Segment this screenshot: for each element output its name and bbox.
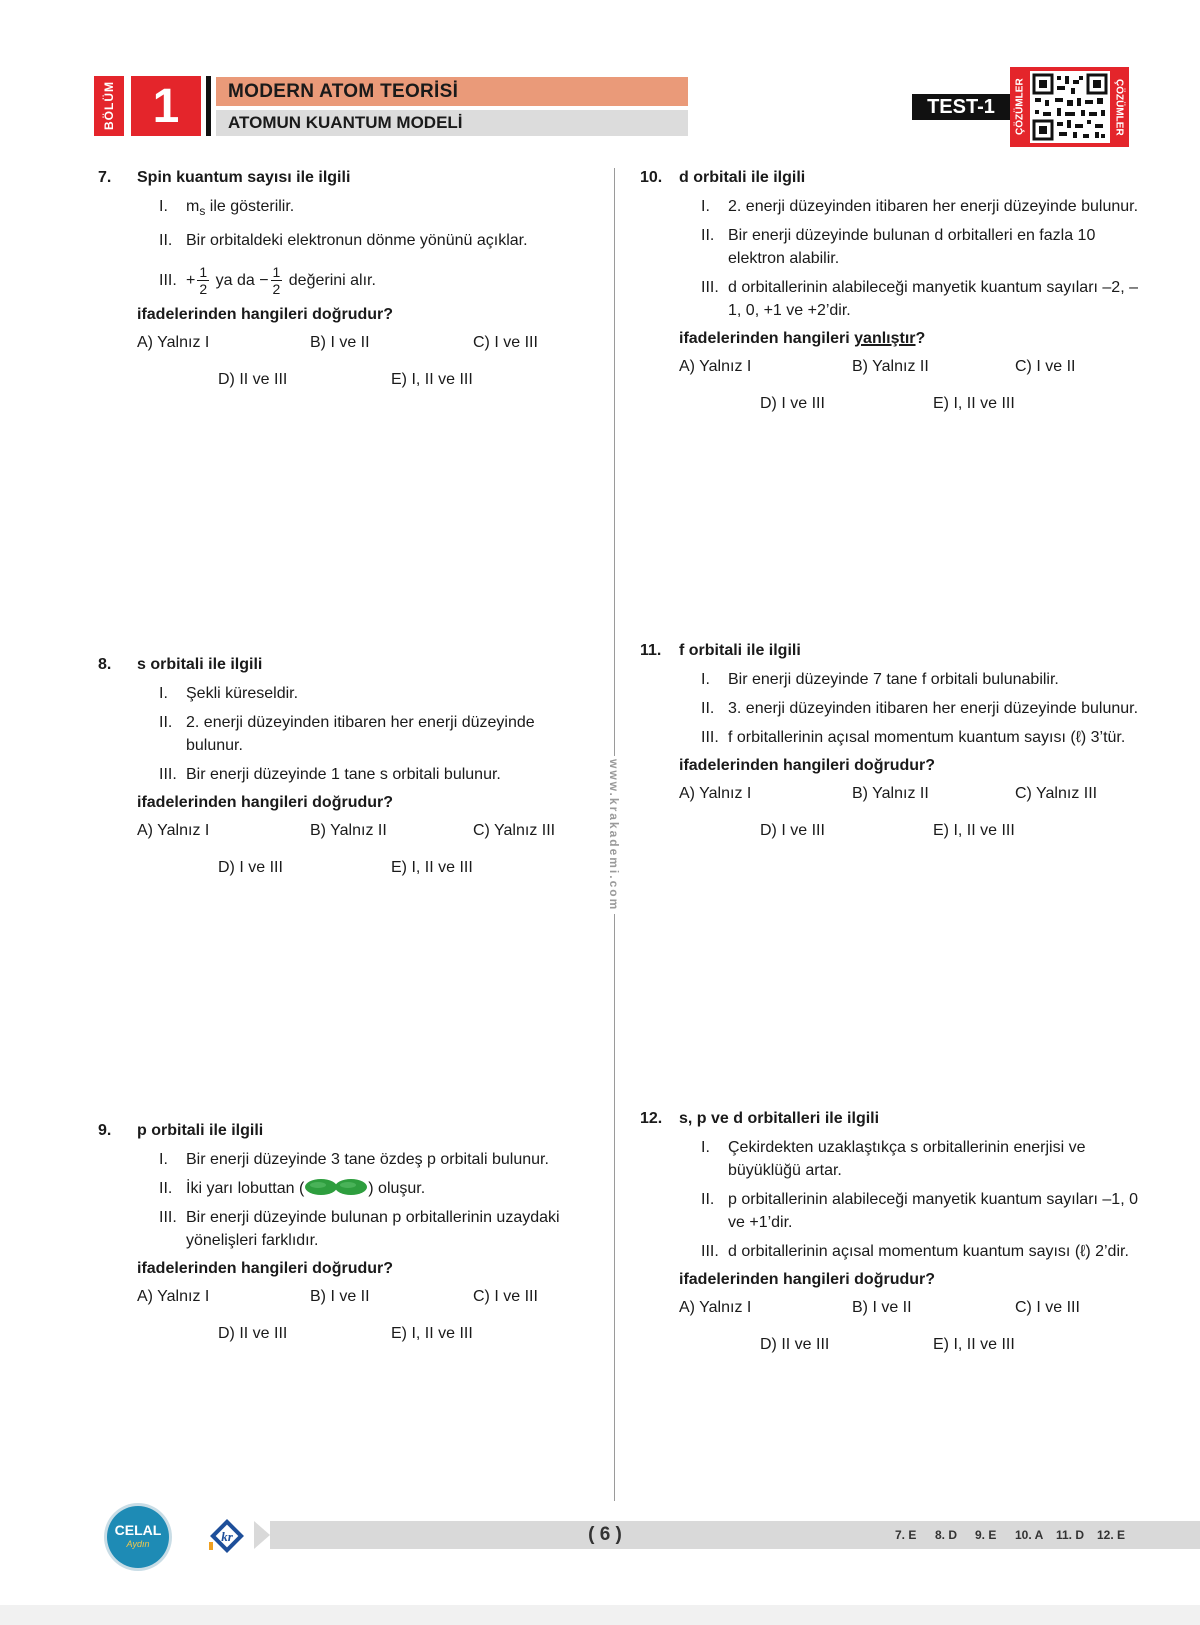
statement-3 <box>98 763 578 786</box>
plus-sign: + <box>186 272 196 290</box>
question-number: 11. <box>640 642 662 659</box>
option-d[interactable]: D) II ve III <box>218 371 288 389</box>
test-label: TEST-1 <box>912 94 1010 120</box>
ms-symbol: m <box>186 198 200 215</box>
option-e[interactable]: E) I, II ve III <box>391 1325 473 1342</box>
answer-key-10: 10. A <box>1015 1528 1044 1542</box>
statement-1 <box>640 1136 1140 1182</box>
publisher-logo-subtext: Aydın <box>126 1539 150 1549</box>
option-c[interactable]: C) Yalnız III <box>1015 785 1098 802</box>
statement-2 <box>98 229 578 252</box>
statement-text: değerini alır. <box>288 272 376 290</box>
option-b[interactable]: B) I ve II <box>852 1299 912 1316</box>
statement-1 <box>640 668 1140 691</box>
option-a[interactable]: A) Yalnız I <box>137 334 210 352</box>
question-number: 8. <box>98 656 112 673</box>
page-edge-shade <box>0 1605 1200 1625</box>
chapter-divider <box>206 76 211 136</box>
statement-2 <box>98 711 578 757</box>
answer-key-9: 9. E <box>975 1528 997 1542</box>
prompt-emphasis: yanlıştır <box>854 330 916 347</box>
question-prompt: ifadelerinden hangileri doğrudur? <box>137 1260 394 1277</box>
statement-numeral: II. <box>701 227 715 244</box>
numerator: 1 <box>272 264 281 281</box>
denominator: 2 <box>199 281 208 298</box>
option-c[interactable]: C) I ve III <box>473 334 538 352</box>
question-stem: Spin kuantum sayısı ile ilgili <box>137 169 351 186</box>
minus-sign: − <box>259 272 269 290</box>
statement-1 <box>98 682 578 705</box>
statement-text: p orbitallerinin alabileceği manyetik kuantum sayıları –1, 0 ve +1’dir. <box>728 1191 1138 1231</box>
footer-chevron <box>254 1521 270 1549</box>
statement-numeral: III. <box>159 1209 177 1226</box>
statement-2 <box>640 697 1140 720</box>
statement-text: f orbitallerinin açısal momentum kuantum sayısı (ℓ) 3’tür. <box>728 729 1126 746</box>
question-7 <box>98 167 578 400</box>
statement-text: Bir enerji düzeyinde 7 tane f orbitali bulunabilir. <box>728 671 1059 688</box>
option-d[interactable]: D) I ve III <box>218 859 283 876</box>
answer-key-8: 8. D <box>935 1528 958 1542</box>
statement-2 <box>98 1177 578 1200</box>
question-number: 9. <box>98 1122 112 1139</box>
statement-text: 3. enerji düzeyinden itibaren her enerji düzeyinde bulunur. <box>728 700 1139 717</box>
question-stem: s, p ve d orbitalleri ile ilgili <box>679 1110 880 1127</box>
statement-text: d orbitallerinin açısal momentum kuantum sayısı (ℓ) 2’dir. <box>728 1243 1129 1260</box>
question-stem: s orbitali ile ilgili <box>137 656 263 673</box>
statement-2 <box>640 224 1140 270</box>
statement-numeral: II. <box>159 1180 173 1197</box>
statement-numeral: III. <box>701 279 719 296</box>
qr-code[interactable] <box>1030 71 1110 143</box>
kr-logo-icon <box>207 1516 247 1556</box>
section-label: BÖLÜM <box>94 76 124 136</box>
statement-text: Şekli küreseldir. <box>186 685 299 702</box>
option-b[interactable]: B) Yalnız II <box>310 822 387 839</box>
question-stem: f orbitali ile ilgili <box>679 642 801 659</box>
numerator: 1 <box>199 264 208 281</box>
option-a[interactable]: A) Yalnız I <box>137 822 210 839</box>
qr-code-icon <box>1030 71 1110 143</box>
statement-numeral: III. <box>701 729 719 746</box>
option-e[interactable]: E) I, II ve III <box>391 859 473 876</box>
option-e[interactable]: E) I, II ve III <box>391 371 473 389</box>
statement-1 <box>98 1148 578 1171</box>
question-number: 7. <box>98 169 112 186</box>
option-d[interactable]: D) I ve III <box>760 822 825 839</box>
question-prompt <box>640 328 1140 350</box>
kr-logo <box>207 1516 247 1556</box>
statement-numeral: II. <box>701 1191 715 1208</box>
statement-text: ile gösterilir. <box>205 198 295 215</box>
question-number: 12. <box>640 1110 663 1127</box>
statement-numeral: II. <box>701 700 715 717</box>
question-prompt: ifadelerinden hangileri doğrudur? <box>137 306 394 324</box>
fraction-half <box>271 264 283 297</box>
option-e[interactable]: E) I, II ve III <box>933 1336 1015 1353</box>
statement-text: Bir enerji düzeyinde bulunan p orbitallerinin uzaydaki yönelişleri farklıdır. <box>186 1209 560 1249</box>
option-c[interactable]: C) Yalnız III <box>473 822 556 839</box>
statement-text: ya da <box>215 272 255 290</box>
statement-numeral: I. <box>701 1139 710 1156</box>
statement-3 <box>640 1240 1140 1263</box>
watermark: www.krakademi.com <box>607 758 621 912</box>
question-prompt: ifadelerinden hangileri doğrudur? <box>137 794 394 811</box>
statement-text: Bir enerji düzeyinde 1 tane s orbitali bulunur. <box>186 766 501 783</box>
statement-3 <box>640 276 1140 322</box>
question-prompt: ifadelerinden hangileri doğrudur? <box>679 757 936 774</box>
option-e[interactable]: E) I, II ve III <box>933 822 1015 839</box>
denominator: 2 <box>272 281 281 298</box>
fraction-half <box>197 264 209 297</box>
question-stem: p orbitali ile ilgili <box>137 1122 264 1139</box>
statement-numeral: I. <box>701 671 710 688</box>
option-e[interactable]: E) I, II ve III <box>933 395 1015 412</box>
statement-numeral: II. <box>159 714 173 731</box>
statement-3 <box>98 258 578 298</box>
statement-3 <box>98 1206 578 1252</box>
statement-numeral: III. <box>701 1243 719 1260</box>
question-8 <box>98 654 578 888</box>
option-a[interactable]: A) Yalnız I <box>137 1288 210 1305</box>
statement-text: 2. enerji düzeyinden itibaren her enerji düzeyinde bulunur. <box>728 198 1139 215</box>
statement-numeral: I. <box>159 685 168 702</box>
option-c[interactable]: C) I ve III <box>1015 1299 1080 1316</box>
option-c[interactable]: C) I ve III <box>473 1288 538 1305</box>
statement-text: İki yarı lobuttan ( <box>186 1180 305 1197</box>
p-orbital-lobes-icon <box>304 1177 368 1197</box>
page-number: ( 6 ) <box>588 1524 622 1545</box>
statement-text: Bir enerji düzeyinde 3 tane özdeş p orbitali bulunur. <box>186 1151 549 1168</box>
question-stem: d orbitali ile ilgili <box>679 169 806 186</box>
option-b[interactable]: B) I ve II <box>310 334 370 352</box>
option-b[interactable]: B) Yalnız II <box>852 785 929 802</box>
question-10 <box>640 167 1140 424</box>
chapter-title: MODERN ATOM TEORİSİ <box>216 77 688 106</box>
statement-numeral: III. <box>159 272 177 290</box>
ms-subscript: s <box>199 204 206 219</box>
chapter-number: 1 <box>131 76 201 136</box>
option-b[interactable]: B) Yalnız II <box>852 358 929 375</box>
kr-logo-text: kr <box>221 1529 233 1544</box>
statement-text: d orbitallerinin alabileceği manyetik kuantum sayıları –2, –1, 0, +1 ve +2’dir. <box>728 279 1138 319</box>
chapter-subtitle: ATOMUN KUANTUM MODELİ <box>216 110 688 136</box>
statement-text: Çekirdekten uzaklaştıkça s orbitallerinin enerjisi ve büyüklüğü artar. <box>728 1139 1086 1179</box>
statement-numeral: I. <box>159 1151 168 1168</box>
option-c[interactable]: C) I ve II <box>1015 358 1076 375</box>
question-number: 10. <box>640 169 663 186</box>
answer-key-11: 11. D <box>1056 1528 1085 1542</box>
option-b[interactable]: B) I ve II <box>310 1288 370 1305</box>
question-11 <box>640 640 1140 851</box>
statement-numeral: III. <box>159 766 177 783</box>
statement-2 <box>640 1188 1140 1234</box>
option-a[interactable]: A) Yalnız I <box>679 785 752 802</box>
option-d[interactable]: D) II ve III <box>760 1336 830 1353</box>
statement-1 <box>98 195 578 223</box>
prompt-text: ifadelerinden hangileri <box>679 330 855 347</box>
publisher-logo <box>107 1506 169 1568</box>
qr-side-label-left: ÇÖZÜMLER <box>1014 78 1026 136</box>
option-a[interactable]: A) Yalnız I <box>679 1299 752 1316</box>
answer-key-7: 7. E <box>895 1528 917 1542</box>
statement-text: Bir enerji düzeyinde bulunan d orbitalleri en fazla 10 elektron alabilir. <box>728 227 1096 267</box>
publisher-logo-text: CELAL <box>114 1522 162 1538</box>
prompt-text: ? <box>915 330 926 347</box>
statement-numeral: I. <box>159 198 168 215</box>
column-divider-top <box>614 168 615 756</box>
option-a[interactable]: A) Yalnız I <box>679 358 752 375</box>
statement-text: ) oluşur. <box>368 1180 426 1197</box>
statement-3 <box>640 726 1140 749</box>
statement-text: 2. enerji düzeyinden itibaren her enerji düzeyinde bulunur. <box>186 714 535 754</box>
question-12 <box>640 1108 1140 1365</box>
statement-1 <box>640 195 1140 218</box>
qr-side-label-right: ÇÖZÜMLER <box>1113 78 1125 136</box>
option-d[interactable]: D) I ve III <box>760 395 825 412</box>
question-prompt: ifadelerinden hangileri doğrudur? <box>679 1271 936 1288</box>
statement-numeral: I. <box>701 198 710 215</box>
column-divider-bottom <box>614 914 615 1501</box>
statement-numeral: II. <box>159 232 173 250</box>
answer-key-12: 12. E <box>1097 1528 1126 1542</box>
option-d[interactable]: D) II ve III <box>218 1325 288 1342</box>
question-9 <box>98 1120 578 1354</box>
statement-text: Bir orbitaldeki elektronun dönme yönünü açıklar. <box>186 232 528 250</box>
